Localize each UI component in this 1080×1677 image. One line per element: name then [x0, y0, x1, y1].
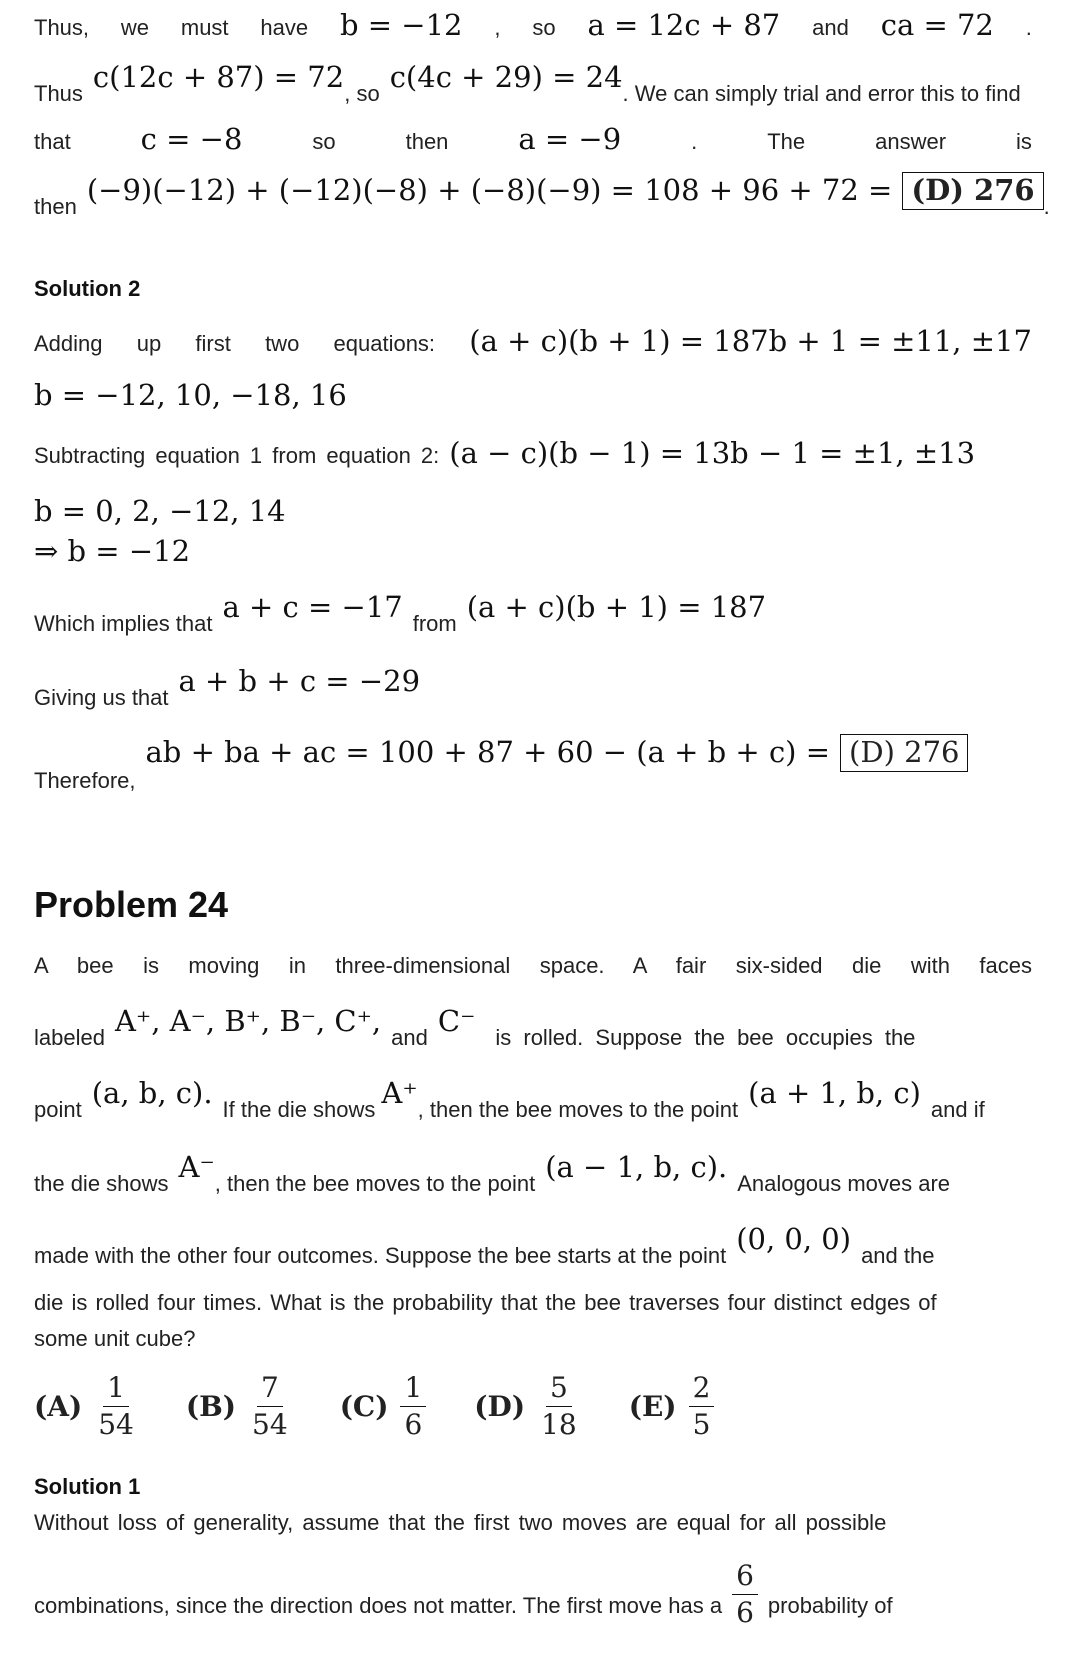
- math-expression: a = 12c + 87: [587, 8, 781, 42]
- sol1p24-line-2: [34, 1560, 1032, 1629]
- math-expression: (a − 1, b, c).: [545, 1150, 728, 1184]
- text: combinations, since the direction does not matter. The first move has a: [34, 1593, 723, 1619]
- problem-line-1: A bee is moving in three-dimensional space. A fair six-sided die with faces: [34, 953, 1032, 978]
- sol1-line-1: [34, 8, 1032, 42]
- text: two: [265, 331, 300, 356]
- sol2-line-8: [34, 734, 1032, 793]
- problem-line-4: [34, 1150, 1032, 1196]
- problem-line-7: some unit cube?: [34, 1326, 196, 1351]
- text: equations:: [333, 331, 436, 356]
- text: and: [391, 1025, 428, 1050]
- choice-a: [34, 1372, 138, 1441]
- text: answer: [875, 129, 947, 154]
- math-expression: a + b + c = −29: [178, 664, 421, 698]
- text: . We can simply trial and error this to find: [622, 81, 1021, 106]
- problem-line-5: [34, 1222, 1032, 1268]
- text: up: [136, 331, 162, 356]
- fraction-numerator: 7: [257, 1372, 283, 1407]
- text: and if: [930, 1097, 985, 1122]
- text: Subtracting equation 1 from equation 2:: [34, 443, 440, 468]
- text: first: [195, 331, 231, 356]
- text: Giving us that: [34, 685, 169, 710]
- text: labeled: [34, 1025, 105, 1050]
- math-expression: a + c = −17: [222, 590, 403, 624]
- math-expression: C⁻: [437, 1004, 476, 1038]
- math-expression: (a − c)(b − 1) = 13b − 1 = ±1, ±13: [449, 436, 976, 470]
- math-expression: ca = 72: [880, 8, 994, 42]
- math-expression: b = −12, 10, −18, 16: [34, 378, 347, 412]
- math-expression: (a + c)(b + 1) = 187: [466, 590, 767, 624]
- sol1-line-4: [34, 172, 1050, 219]
- text: then: [405, 129, 449, 154]
- text: so: [532, 15, 556, 40]
- text: Adding: [34, 331, 103, 356]
- solution-1-heading: Solution 1: [34, 1474, 141, 1499]
- fraction-numerator: 5: [546, 1372, 572, 1407]
- choice-label: (D): [474, 1390, 526, 1424]
- solution-2-heading: Solution 2: [34, 276, 141, 301]
- text: probability of: [767, 1593, 893, 1619]
- math-expression: (a + 1, b, c): [748, 1076, 921, 1110]
- choice-c: [340, 1372, 427, 1441]
- choice-label: (B): [185, 1390, 237, 1424]
- text: Thus,: [34, 15, 90, 40]
- math-expression: ab + ba + ac = 100 + 87 + 60 − (a + b + c) =: [145, 735, 831, 769]
- math-expression: a = −9: [518, 122, 622, 156]
- math-expression: A⁺: [381, 1076, 418, 1110]
- choice-label: (C): [339, 1390, 389, 1424]
- text: Which implies that: [34, 611, 213, 636]
- text: we: [120, 15, 150, 40]
- text: that: [34, 129, 71, 154]
- problem-line-2: [34, 1004, 1032, 1050]
- choice-d: [474, 1372, 580, 1441]
- text: .: [691, 129, 698, 154]
- text: , then the bee moves to the point: [417, 1097, 739, 1122]
- math-expression: (0, 0, 0): [736, 1222, 852, 1256]
- math-expression: ⇒ b = −12: [34, 534, 191, 568]
- fraction-denominator: 54: [98, 1408, 134, 1442]
- text: Analogous moves are: [737, 1171, 951, 1196]
- choice-label: (A): [34, 1390, 83, 1424]
- math-expression: c(12c + 87) = 72: [92, 60, 345, 94]
- text: and: [812, 15, 849, 40]
- text: and the: [861, 1243, 935, 1268]
- sol1-line-2: [34, 60, 1032, 106]
- math-expression: A⁻: [178, 1150, 215, 1184]
- sol2-line-6: [34, 590, 1032, 636]
- choice-e: [629, 1372, 715, 1441]
- fraction-denominator: 6: [736, 1596, 754, 1630]
- text: ,: [494, 15, 501, 40]
- problem-line-3: [34, 1076, 1032, 1122]
- fraction-denominator: 18: [541, 1408, 577, 1442]
- fraction: [537, 1372, 581, 1441]
- math-expression: b = −12: [340, 8, 463, 42]
- fraction-denominator: 6: [404, 1408, 423, 1442]
- problem-24-title: Problem 24: [34, 884, 229, 925]
- text: from: [412, 611, 457, 636]
- text: , then the bee moves to the point: [214, 1171, 536, 1196]
- text: then: [34, 194, 77, 219]
- sol2-line-3: [34, 436, 1032, 470]
- text: is: [1016, 129, 1032, 154]
- text: .: [1025, 15, 1032, 40]
- math-expression: c = −8: [140, 122, 243, 156]
- fraction: [248, 1372, 292, 1441]
- text: .: [1043, 194, 1050, 219]
- fraction-denominator: 5: [692, 1408, 711, 1442]
- sol2-line-2: [34, 378, 1032, 412]
- fraction-numerator: 6: [732, 1560, 758, 1595]
- answer-choices: [34, 1372, 762, 1441]
- text: point: [34, 1097, 82, 1122]
- fraction-numerator: 2: [689, 1372, 715, 1407]
- answer-box: (D) 276: [840, 734, 968, 772]
- text: The: [767, 129, 806, 154]
- math-expression: (a, b, c).: [91, 1076, 213, 1110]
- math-expression: (a + c)(b + 1) = 187b + 1 = ±11, ±17: [469, 324, 1032, 358]
- sol1-line-3: [34, 122, 1032, 156]
- text: If the die shows: [222, 1097, 376, 1122]
- fraction: [400, 1372, 426, 1441]
- math-expression: (−9)(−12) + (−12)(−8) + (−8)(−9) = 108 + 96 + 72 =: [86, 173, 893, 207]
- text: made with the other four outcomes. Suppose the bee starts at the point: [34, 1243, 727, 1268]
- text: must: [180, 15, 229, 40]
- fraction-numerator: 1: [400, 1372, 426, 1407]
- fraction: [94, 1372, 138, 1441]
- text: , so: [344, 81, 380, 106]
- fraction: [689, 1372, 715, 1441]
- text: so: [312, 129, 336, 154]
- text: is rolled. Suppose the bee occupies the: [495, 1025, 916, 1050]
- sol2-line-7: [34, 664, 1032, 710]
- text: Therefore,: [34, 768, 136, 793]
- text: the die shows: [34, 1171, 169, 1196]
- sol2-line-5: [34, 534, 1032, 568]
- fraction-numerator: 1: [103, 1372, 129, 1407]
- math-expression: b = 0, 2, −12, 14: [34, 494, 286, 528]
- fraction-denominator: 54: [252, 1408, 288, 1442]
- choice-label: (E): [628, 1390, 677, 1424]
- sol1p24-line-1: Without loss of generality, assume that the first two moves are equal for all possible: [34, 1510, 887, 1535]
- fraction: [732, 1560, 758, 1629]
- choice-b: [186, 1372, 292, 1441]
- math-expression: A⁺, A⁻, B⁺, B⁻, C⁺,: [114, 1004, 382, 1038]
- answer-box: (D) 276: [902, 172, 1043, 210]
- sol2-line-4: [34, 494, 1032, 528]
- math-expression: c(4c + 29) = 24: [389, 60, 623, 94]
- text: Thus: [34, 81, 83, 106]
- problem-line-6: die is rolled four times. What is the probability that the bee traverses four distinct edges of: [34, 1290, 937, 1315]
- text: have: [260, 15, 309, 40]
- sol2-line-1: [34, 324, 1032, 358]
